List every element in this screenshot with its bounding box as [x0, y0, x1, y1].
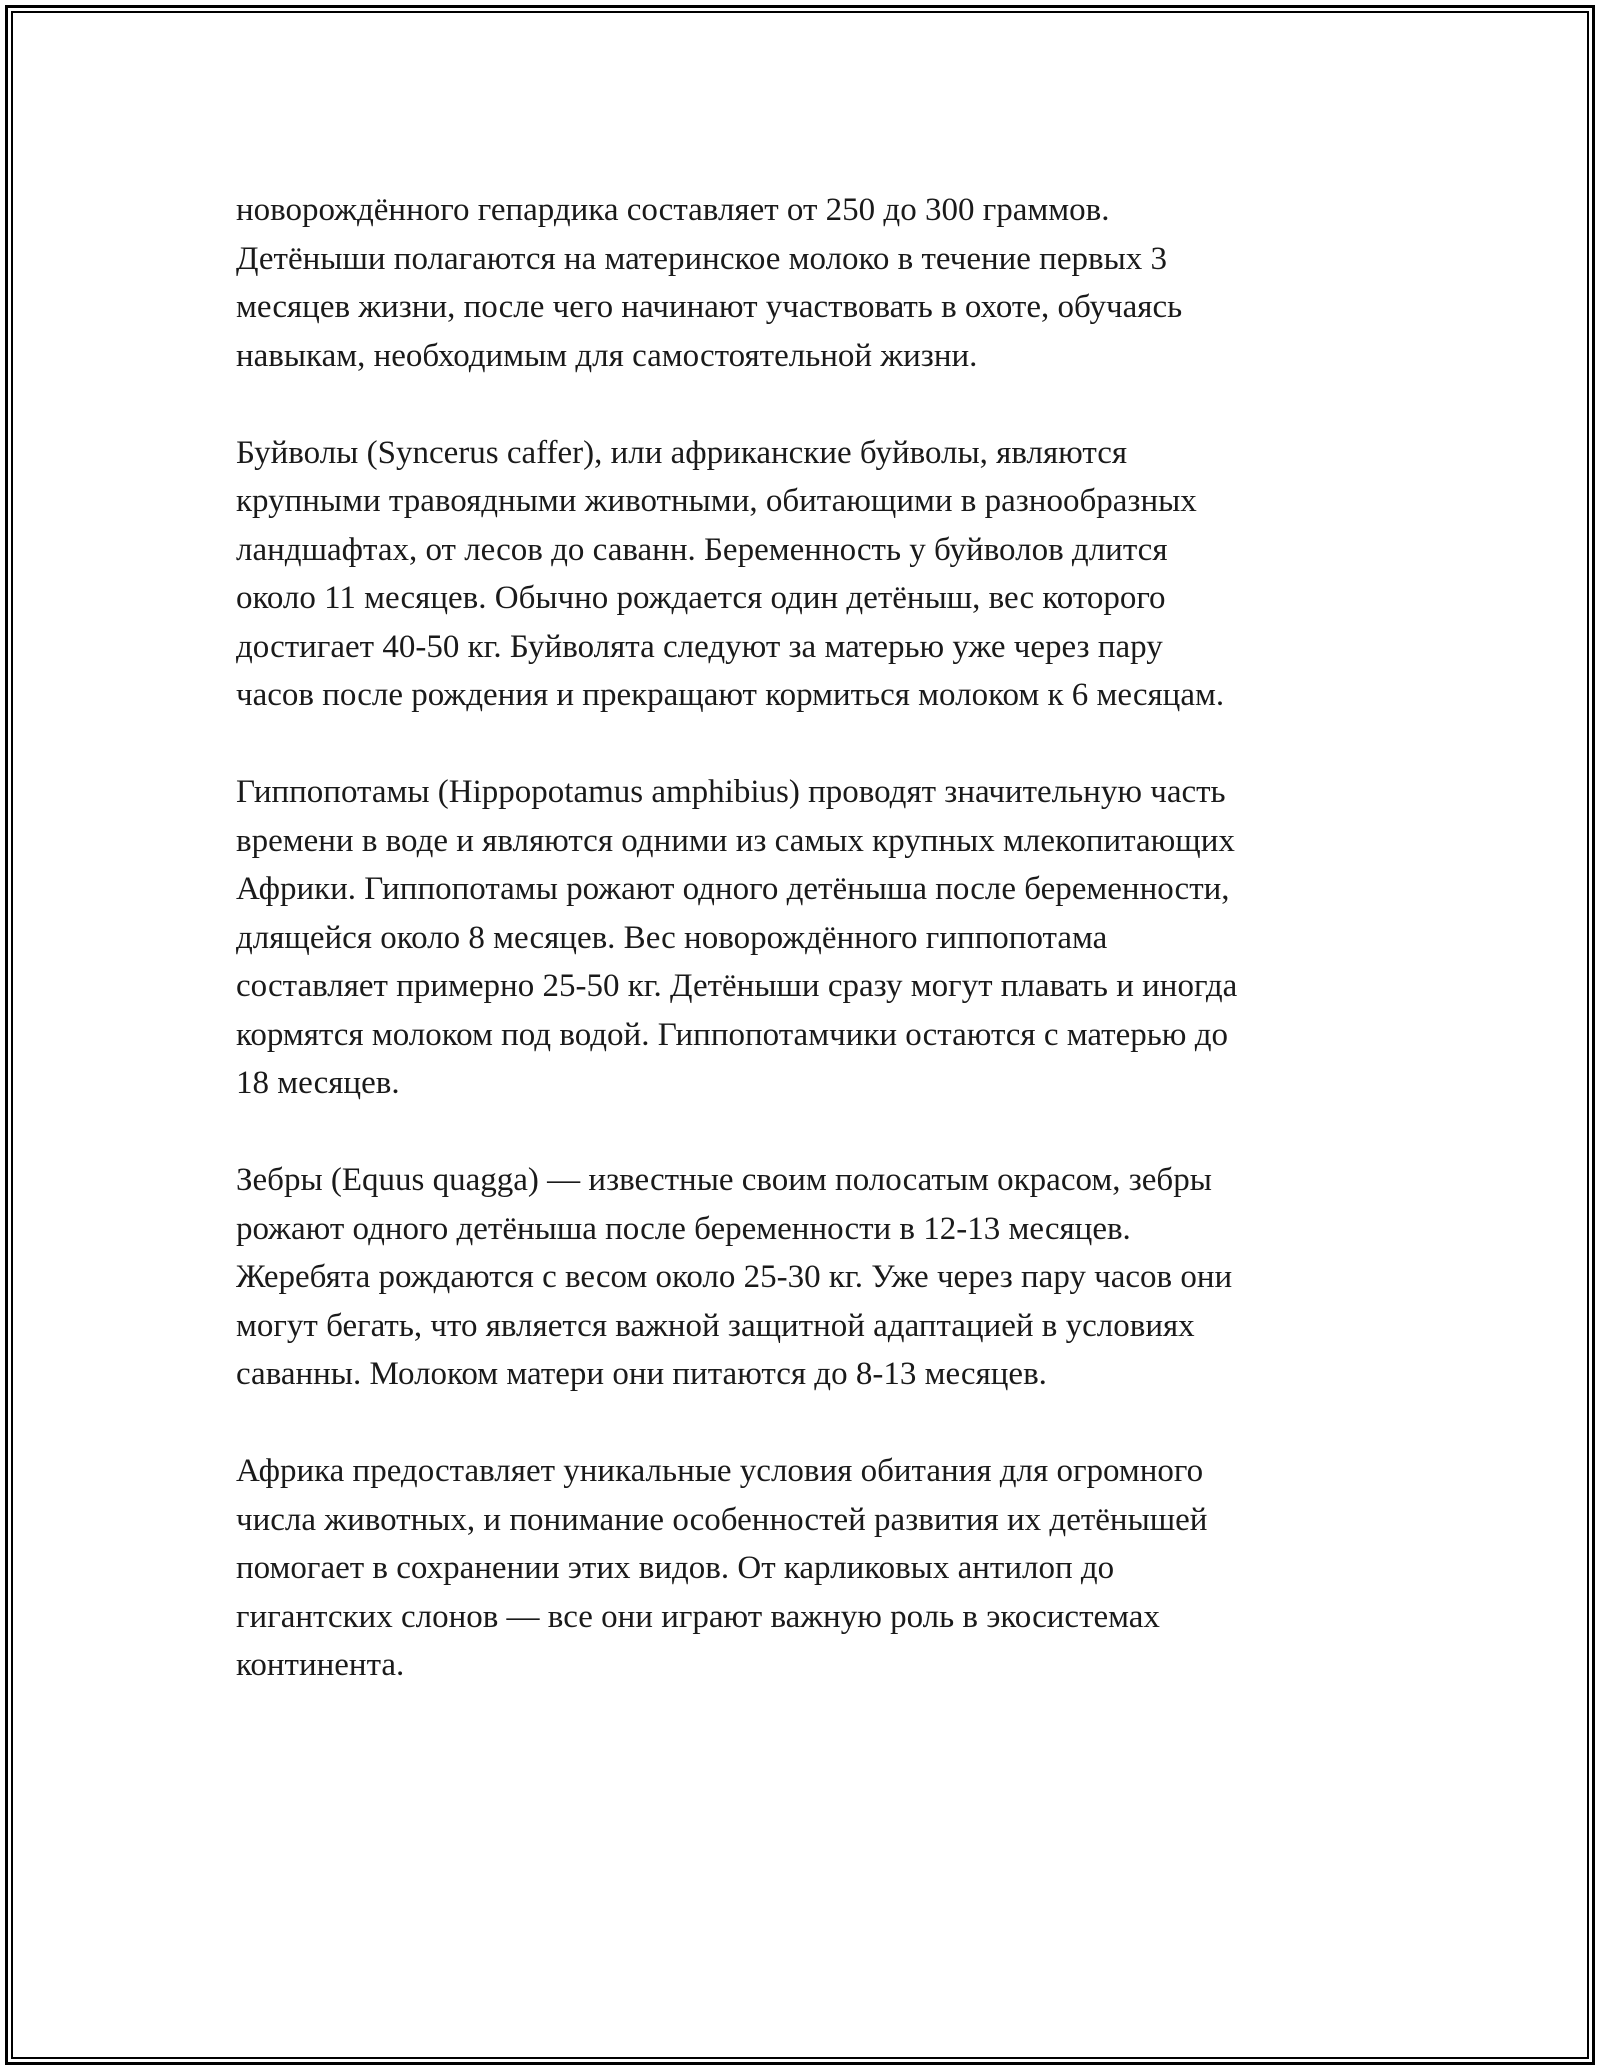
document-body — [236, 186, 1366, 1738]
paragraph-cheetah-cubs: новорождённого гепардика составляет от 250 до 300 граммов. Детёныши полагаются на материнское молоко в течение первых 3 месяцев жизни, после чего начинают участвовать в охоте, обучаясь навыкам, необходимым для самостоятельной жизни. — [236, 192, 1183, 374]
paragraph-conclusion: Африка предоставляет уникальные условия обитания для огромного числа животных, и понимание особенностей развития их детёнышей помогает в сохранении этих видов. От карликовых антилоп до гигантских слонов — все они играют важную роль в экосистемах континента. — [236, 1453, 1208, 1683]
paragraph-buffalo: Буйволы (Syncerus caffer), или африканские буйволы, являются крупными травоядными животными, обитающими в разнообразных ландшафтах, от лесов до саванн. Беременность у буйволов длится около 11 месяцев. Обычно рождается один детёныш, вес которого достигает 40-50 кг. Буйволята следуют за матерью уже через пару часов после рождения и прекращают кормиться молоком к 6 месяцам. — [236, 434, 1225, 713]
paragraph-hippopotamus: Гиппопотамы (Hippopotamus amphibius) проводят значительную часть времени в воде и являются одними из самых крупных млекопитающих Африки. Гиппопотамы рожают одного детёныша после беременности, длящейся около 8 месяцев. Вес новорождённого гиппопотама составляет примерно 25-50 кг. Детёныши сразу могут плавать и иногда кормятся молоком под водой. Гиппопотамчики остаются с матерью до 18 месяцев. — [236, 774, 1238, 1101]
paragraph-zebra: Зебры (Equus quagga) — известные своим полосатым окрасом, зебры рожают одного детёныша после беременности в 12-13 месяцев. Жеребята рождаются с весом около 25-30 кг. Уже через пару часов они могут бегать, что является важной защитной адаптацией в условиях саванны. Молоком матери они питаются до 8-13 месяцев. — [236, 1162, 1233, 1392]
